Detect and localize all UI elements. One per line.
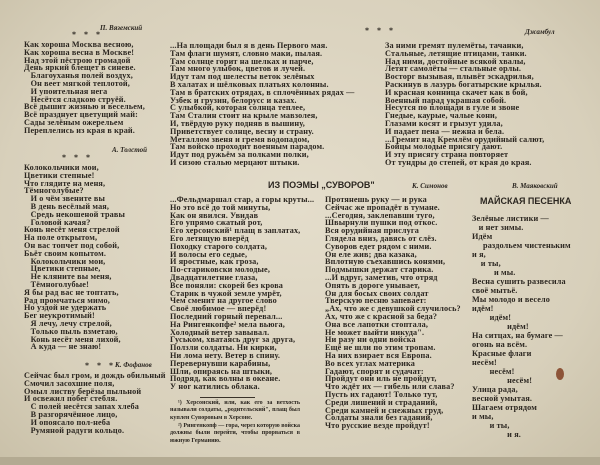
poem-line: Румяной радуги кольцо. bbox=[24, 425, 125, 435]
poem-line: и ты, bbox=[472, 421, 510, 430]
poem-line: И красная конница скачет как в бой, bbox=[385, 87, 528, 97]
poem-line: Смочил засохшие поля, bbox=[24, 378, 115, 388]
poem-line: Там Сталин стоит на крыле мавзолея, bbox=[170, 111, 318, 121]
poem-line: Чем сменит на другое слово bbox=[170, 296, 277, 306]
poem-line: У ног катились облака. bbox=[170, 382, 260, 392]
poem-line: идём! bbox=[472, 304, 494, 313]
poem-line: Головой качая? bbox=[24, 217, 91, 227]
poem-line: Сады зелёным ожерельем bbox=[24, 117, 124, 127]
poem-line: Что глядите на меня, bbox=[24, 178, 106, 188]
poem-line: Гуськом, хватаясь друг за друга, bbox=[170, 335, 296, 345]
poem-line: ...Фельдмаршал стар, а горы круты... bbox=[170, 195, 315, 204]
poem-line: и я, bbox=[472, 250, 486, 259]
author-mayakovsky: В. Маяковский bbox=[512, 182, 558, 190]
poem-line: Идут там под шелесты веток зелёных bbox=[170, 72, 315, 82]
footnote-1: ¹) Херсонский, или, как его за ветхость называли солдаты, „родительский", плащ был куплен Суворовым в Херсоне. bbox=[170, 400, 300, 421]
poem-line: Двадцатилетние глаза, bbox=[170, 272, 258, 282]
asterism: * * * bbox=[62, 153, 93, 162]
author-vyazemsky: П. Вяземский bbox=[100, 24, 143, 32]
poem-line: Гнедые, каурые, чалые кони, bbox=[385, 111, 498, 121]
poem-line: В разгорячённое лицо, bbox=[24, 409, 118, 419]
poem-line: и ты, bbox=[472, 259, 501, 268]
poem-line: Шли, опираясь на штыки, bbox=[170, 366, 273, 376]
author-tolstoy: А. Толстой bbox=[112, 146, 147, 154]
poem-line: С полей несётся запах хлеба bbox=[24, 402, 139, 412]
poem-line: Конь несёт меня лихой, bbox=[24, 334, 121, 344]
poem-line: несём! bbox=[472, 367, 515, 376]
poem-line: огонь на всём. bbox=[472, 340, 528, 349]
poem-line: Суворов едет рядом с ними. bbox=[325, 241, 432, 251]
poem-line: ...И вдруг, заметив, что отряд bbox=[325, 272, 438, 282]
poem-line: И о чём звените вы bbox=[24, 194, 106, 204]
poem-line: Шагаем отрядом bbox=[472, 403, 538, 412]
poem-line: Только пыль взметаю, bbox=[24, 326, 118, 336]
poem-line: „Ах, что же с девушкой случилось? bbox=[325, 304, 461, 314]
poem-line: Там много улыбок, цветов и лучей. bbox=[170, 64, 306, 74]
poem-line: В халатах и шёлковых платьях колонны. bbox=[170, 79, 329, 89]
poem-line: Рад промчаться мимо, bbox=[24, 295, 110, 305]
poem-line: Что ждёт их — гибель или слава? bbox=[325, 382, 455, 392]
poem-line: Узбек и грузин, белорусс и казах. bbox=[170, 95, 297, 105]
poem-line: Пройдут они иль не пройдут, bbox=[325, 374, 437, 384]
author-fofanov: К. Фофанов bbox=[115, 361, 152, 369]
poem-line: Как он явился. Увидав bbox=[170, 210, 259, 220]
poem-line: Его упрямо сжатый рот, bbox=[170, 218, 263, 228]
poem-line: Глядела вниз, давясь от слёз. bbox=[325, 233, 437, 243]
poem-line: Сейчас был гром, и дождь обильный bbox=[24, 371, 166, 380]
poem-line: Он веет мягкой теплотой, bbox=[24, 78, 130, 88]
poem-line: Протянешь руку — и рука bbox=[325, 195, 427, 204]
poem-line: На Рингенкопфе² мела вьюга, bbox=[170, 319, 285, 329]
poem-dzhambul-right bbox=[385, 42, 544, 167]
poem-line: Во всех углах материка bbox=[325, 358, 416, 368]
poem-line: Тёмноголубые? bbox=[24, 186, 84, 196]
poem-line: Бьёт своим копытом. bbox=[24, 248, 107, 258]
poem-line: Но это всё до той минуты, bbox=[170, 202, 271, 212]
author-dzhambul: Джамбул bbox=[525, 28, 555, 36]
poem-line: раздольем чистеньким bbox=[472, 241, 571, 250]
poem-line: и мы. bbox=[472, 268, 516, 277]
poem-line: Цветики степные, bbox=[24, 264, 101, 274]
poem-line: И опоясало пол-неба bbox=[24, 417, 111, 427]
mayakovsky-title: МАЙСКАЯ ПЕСЕНКА bbox=[480, 196, 572, 206]
poem-line: Средь некошеной травы bbox=[24, 209, 126, 219]
poem-line: И освежил побег стебля. bbox=[24, 394, 118, 404]
poem-line: Пусть их гадают! Только тут, bbox=[325, 389, 438, 399]
page-edge bbox=[0, 457, 600, 465]
poem-vyazemsky bbox=[24, 41, 145, 135]
poem-mayakovsky bbox=[472, 214, 571, 439]
poem-line: Приветствует солнце, весну и страну. bbox=[170, 126, 314, 136]
poem-line: Все поняли: скорей без крова bbox=[170, 280, 284, 290]
asterism: * * * bbox=[85, 361, 116, 370]
footnote-rule bbox=[200, 397, 255, 398]
poem-line: Я лечу, лечу стрелой, bbox=[24, 318, 112, 328]
poem-line: Но уздой не удержать bbox=[24, 303, 107, 313]
poem-line: Перевернувши карабины, bbox=[170, 358, 271, 368]
poem-suvorov-left bbox=[170, 196, 314, 391]
poem-line: Омыл листву берёзы пыльной bbox=[24, 386, 142, 396]
poem-line: С улыбкой, которая солнца теплее, bbox=[170, 103, 306, 113]
poem-line: весной умытая. bbox=[472, 394, 533, 403]
poem-line: И эту присягу страна повторяет bbox=[385, 150, 509, 160]
poem-suvorov-right bbox=[325, 196, 461, 430]
poem-line: Как хороша весна в Москве! bbox=[24, 47, 135, 57]
poem-line: Швырнули пушки под откос. bbox=[325, 218, 438, 228]
poem-tolstoy bbox=[24, 164, 125, 351]
poem-line: Вся орудийная прислуга bbox=[325, 226, 419, 236]
asterism: * * * bbox=[72, 30, 103, 39]
poem-line: Я бы рад вас не топтать, bbox=[24, 287, 119, 297]
poem-line: Колокольчики мои, bbox=[24, 163, 99, 172]
poem-fofanov bbox=[24, 372, 166, 434]
poem-line: Металлом звеня и гремя водопадом, bbox=[170, 134, 310, 144]
poem-line: Что русские везде пройдут! bbox=[325, 421, 430, 431]
poem-line: Глазами косят и грызут удила, bbox=[385, 118, 503, 128]
poem-line: Раскинув в лазурь богатырские крылья. bbox=[385, 79, 542, 89]
poem-line: Ползли солдаты. Ни кирки, bbox=[170, 343, 277, 353]
poem-line: и я. bbox=[472, 430, 521, 439]
poem-line: Походку старого солдата, bbox=[170, 241, 268, 251]
poem-line: На поле открытом, bbox=[24, 233, 98, 243]
poem-line: Старик в чужой земле умрёт, bbox=[170, 288, 282, 298]
poem-line: Красные флаги bbox=[472, 349, 532, 358]
poem-line: ...Сегодня, заклепавши туго, bbox=[325, 210, 435, 220]
poem-line: Тёмноголубые! bbox=[24, 279, 89, 289]
poem-line: Она все лапотки стоптала, bbox=[325, 319, 429, 329]
poem-line: Среди камней и снежных груд, bbox=[325, 405, 444, 415]
poem-line: Среди лишений и страданий, bbox=[325, 397, 438, 407]
poem-line: Над этой пёстрою громадой bbox=[24, 55, 131, 65]
poem-line: И волосы его седые, bbox=[170, 249, 248, 259]
poem-line: Там в братских отрядах, в сплочённых рядах — bbox=[170, 87, 355, 97]
poem-line: Гадают, спорят и судачат: bbox=[325, 366, 424, 376]
poem-line: Улица рада, bbox=[472, 385, 518, 394]
poem-line: И падает пена — нежна и бела. bbox=[385, 126, 505, 136]
poem-line: Ещё не шли по этим тропам. bbox=[325, 343, 436, 353]
poem-line: своё мытьё. bbox=[472, 286, 518, 295]
poem-line: Он для босых своих солдат bbox=[325, 288, 429, 298]
poem-line: Идут под ружьём за полками полки, bbox=[170, 150, 309, 160]
poem-line: Ах, что же с красной за беда? bbox=[325, 311, 438, 321]
poem-line: Конь несёт меня стрелой bbox=[24, 225, 120, 235]
poem-line: ...На площади был я в день Первого мая. bbox=[170, 41, 328, 50]
poem-line: Колокольчики мои, bbox=[24, 256, 106, 266]
poem-line: Мы молодо и весело bbox=[472, 295, 551, 304]
suvorov-title: ИЗ ПОЭМЫ „СУВОРОВ" bbox=[268, 180, 375, 190]
poem-line: На ситцах, на бумаге — bbox=[472, 331, 563, 340]
poem-line: несём! bbox=[472, 358, 497, 367]
poem-line: Там войско проходит военным парадом. bbox=[170, 142, 325, 152]
poem-line: Военный парад украшая собой. bbox=[385, 95, 507, 105]
poem-line: Переплелись из края в край. bbox=[24, 125, 135, 135]
poem-line: Не может выйти никуда". bbox=[325, 327, 425, 337]
poem-line: А куда — не знаю! bbox=[24, 342, 102, 352]
poem-line: Несётся сладкою струёй. bbox=[24, 94, 126, 104]
poem-line: И, твёрдую руку подняв в вышину, bbox=[170, 118, 305, 128]
poem-line: Его херсонский¹ плащ в заплатах, bbox=[170, 226, 301, 236]
poem-line: И яростные, как гроза, bbox=[170, 257, 259, 267]
poem-line: Всё празднует цветущий май: bbox=[24, 110, 138, 120]
poem-line: Его летящую вперёд bbox=[170, 233, 249, 243]
footnote-2: ²) Рингенкопф — гора, через которую войска должны были перейти, чтобы прорваться в южную Германию. bbox=[170, 423, 300, 444]
poem-line: Тверскую песню запевает: bbox=[325, 296, 427, 306]
poem-line: Последний горный перевал... bbox=[170, 311, 283, 321]
poem-line: Летят самолёты — стальные орлы. bbox=[385, 64, 522, 74]
poem-line: День яркий блещет в синеве. bbox=[24, 63, 136, 73]
poem-line: и нет зимы. bbox=[472, 223, 524, 232]
poem-line: Сейчас же пропадёт в тумане. bbox=[325, 202, 440, 212]
poem-line: Как хороша Москва весною, bbox=[24, 40, 134, 49]
poem-line: Не кляните вы меня, bbox=[24, 272, 112, 282]
poem-line: Идём bbox=[472, 232, 493, 241]
asterism: * * * bbox=[365, 26, 396, 35]
poem-line: несём! bbox=[472, 376, 533, 385]
poem-line: Там солнце горит на шелках и парче, bbox=[170, 56, 314, 66]
poem-line: Благоуханья полей воздух, bbox=[24, 71, 133, 81]
poem-line: Подмышки держат старика. bbox=[325, 265, 434, 275]
poem-line: Солдаты знали без гаданий, bbox=[325, 413, 433, 423]
poem-line: И упоительная нега bbox=[24, 86, 108, 96]
poem-line: Над ними, достойные всякой хвалы, bbox=[385, 56, 526, 66]
poem-line: Цветики степные! bbox=[24, 170, 95, 180]
poem-line: Всё дышит жизнью и весельем, bbox=[24, 102, 145, 112]
poem-line: Ни лома нету. Ветер в спину. bbox=[170, 350, 281, 360]
poem-line: На них взирает вся Европа. bbox=[325, 350, 432, 360]
poem-line: Восторг вызывая, плывёт эскадрилья, bbox=[385, 72, 534, 82]
poem-line: Своё любимое — вперёд! bbox=[170, 304, 267, 314]
poem-line: Несутся по площади в гуле и звоне bbox=[385, 103, 520, 113]
poem-line: Он еле жив; два казака, bbox=[325, 249, 417, 259]
poem-line: идём! bbox=[472, 313, 512, 322]
author-simonov: К. Симонов bbox=[412, 182, 448, 190]
poem-line: Бойцы молодые присягу дают. bbox=[385, 142, 503, 152]
poem-line: От тундры до степей, от края до края. bbox=[385, 157, 532, 167]
poem-line: И сизою сталью мерцают штыки. bbox=[170, 157, 300, 167]
poem-line: Вплотную съехавшись конями, bbox=[325, 257, 446, 267]
poem-line: Там флаги шумят, словно маки, пылая. bbox=[170, 48, 323, 58]
poem-line: По-стариковски молодые, bbox=[170, 265, 271, 275]
poem-line: Стальные, летящие птицами, танки. bbox=[385, 48, 527, 58]
poem-line: ...Гремит над Кремлём орудийный салют, bbox=[385, 134, 545, 144]
poem-line: Подряд, как волны в океане. bbox=[170, 374, 281, 384]
poem-line: В день весёлый мая, bbox=[24, 201, 110, 211]
poem-line: Ни разу ни одни войска bbox=[325, 335, 416, 345]
poem-line: Бег неукротимый! bbox=[24, 311, 95, 321]
poem-line: Опять в дороге унывает, bbox=[325, 280, 420, 290]
poem-line: Весна сушить развесила bbox=[472, 277, 566, 286]
poem-line: Зелёные листики — bbox=[472, 214, 549, 223]
poem-line: Холодный ветер завывал. bbox=[170, 327, 270, 337]
poem-line: и мы, bbox=[472, 412, 494, 421]
poem-line: идём! bbox=[472, 322, 529, 331]
poem-line: За ними гремят пулемёты, тачанки, bbox=[385, 41, 524, 50]
poem-dzhambul-left bbox=[170, 42, 354, 167]
poem-line: Он вас топчет под собой, bbox=[24, 240, 120, 250]
